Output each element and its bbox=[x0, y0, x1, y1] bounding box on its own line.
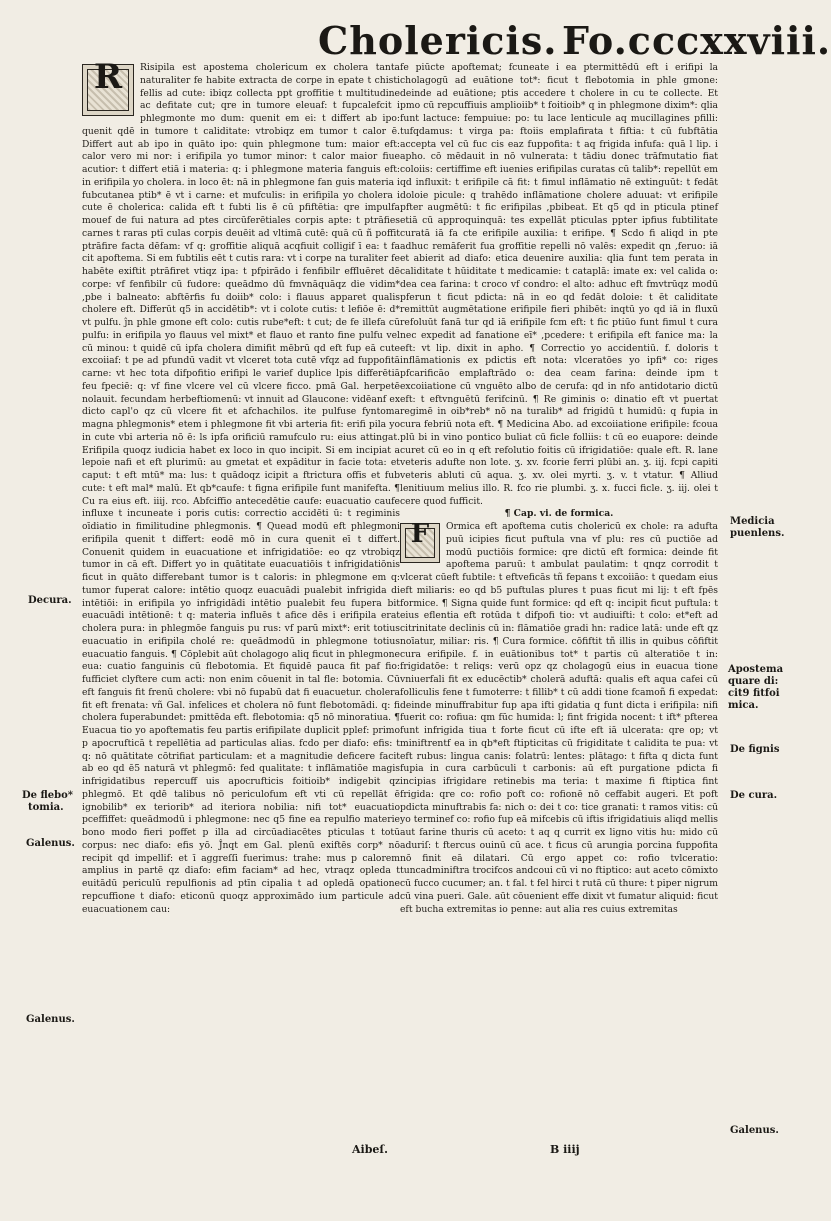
chapter-initial-letter: F bbox=[410, 519, 430, 549]
signature-mark: B iiij bbox=[550, 1143, 580, 1156]
margin-note-apostema-2: quare di: bbox=[728, 676, 779, 687]
folio-number: Fo.cccxxviii. bbox=[562, 18, 831, 63]
right-column bbox=[400, 62, 718, 1140]
decorated-initial bbox=[82, 57, 134, 116]
margin-note-galenus-1: Galenus. bbox=[26, 838, 75, 849]
left-column-text: Risipila est apostema cholericum ex cholera tanta naturaliter fe habite extracta de corpe in epate t chisti fellis ad cute: ibiqz collecta ppt groffitie t multitudine ac defitate cut; qre in tumore eleuaf: t fupcalefcit i phlegmonte mo dum: quenit em ei: t differt ab ipo: quenit qdē in tumore t caliditate: vtrobiqz em tumor t calor ē. Differt aut ab ipo in quāto ipo: quin phlegmone tum: maior eft: calor vero mi nor: i erifipila yo tumor minor: t calor maior fiue acutior: t differt etiā i materia: q: i phlegmone materia fanguis eft: in erifipila yo cholera. in loco ēt: nā in phlegmone fan guis materia i fubcutanea ptib* ē vt i carne: et mufculis: in erifipila yo cholera i cute ē cholerica: calida eft t fubti lis ē cū pfiftētia: qre impulfa mouef de fui natura ad ptes circūferētiales corpis apte: t ptrāfies carnes t raras ptī culas corpis deuēit ad vltimā cutē: quā cū ñ poffit ptrāfire facta dēfam: vf q: groffitie aliquā acqfiuit colligif ī ea: t fa cit apoftema. Si em fubtilis eēt t cutis rara: vt i corpe na turaliter fe habēte exiftit ptrāfiret vtiqz ipa: t pfpirādo i fenfibilr effluēret dē corpe: vf fenfibilr cū fudore: queādmo dū fmvnāquāqz die vidim* ,pbe i balneato: abftērfis fu doiib* colo: i flauus apparet qualis cholere eft. Differūt q5 in accidētib*: vt i colote cutis: t lefiōe ē: d* vt pulfu. ĵn phle gmone eft colo: cutis rube*eft: t cut; de fe illefa cū pulfu: in erifipila yo flauus vel mixt* et flauo et ranto fine pulfu vel cū minou: t quidē cū ipfa cholera dimifit mēbrū qd eft fup eā cute excoiiaf: t pe ad pfundū vadit vt vlceret tota cutē vfqz ad fuppofitā carne: vt hec tota difpofitio erifipi le varief duplice lpis differētiā feu fpeciē: q: vf fine vlcere vel cū vlcere ficco. pmā Gal. herpetē nolauit. fecundam herbeftiomenū: vt innuit ad Glaucone: vidēanf ex dicto capl'o qz cū vlcere fit et afchachilos. ite pulfuse fyntoma magna phlegmonis* etem i phlegmone fit vbi arteria fit: erifi pila yo in cute vbi arteria nō ē: ls ipfa orificiū ramufculo ru: eius attingat. Erifipila quoqz iudicia habet ex loco in quo incipit. Si em incipiat a lepoie nafi et eft plurimū: au gmetat et expāditur in facie tota: et caput: t eft mtū* ma: lus: t quādoqz icipit a ftrictura offis et fub cute: t eft mal* malū. Et qb*caufe: t figna erifipile funt manifefta. ¶ Cu ra eius eft. iiij. rco. Abfciffio antecedētie caufe: euacuatio caufe influxe t incuneate i poris cutis: correctio accidēti ū: t regiminis oīdiatio in fimilitudine phlegmonis. ¶ Quead modū eft phlegmoni erifipila quenit t differt: eodē mō in cura quenit eī t differt. Conuenit quidem in euacuatione et infrigidatiōe: eo qz vtrobiqz tumor in cā eft. Differt yo in quātitate euacuatiōis t infrigidatiōnis ficut in quāto differebant tumor is t caloris: in phlegmone em q: tumor fuperat calore: intētio quoqz euacuādi pualebit infrigida di intētiōi: in erifipila yo infrigidādi intētio pualebit feu fupera bit euacuādi intētionē: t q: materia influēs t afice dēs i erifipila erat cholera pura: in phlegmōe fanguis pu rus: vf parū mixt*: erit totius euacuatio in erifipila cholé re: queādmodū in phlegmone totius euacuatio fanguis. ¶ Cōplebit aūt cholagogo aliq ficut in phlegmone eua: cuatio fanguinis cū flebotomia. Et fiquidē pauca fit paf fio: fufficiet clyftere cum acti: non enim cōuenit in tal fle: botomia. Cū eft fanguis fit frenū cholere: vbi nō fupabū dat fi euacuetur. cholera fit eft frenata: vñ Gal. infelices et cholera nō funt flebotomādi. q: fi cholera fuperabundet: pmittēda eft. flebotomia: q5 nō minoratiua. ¶ Euacua tio yo apoftematis feu partis erifipilate duplicit pplef: primo p apocrufticā t repellētia ad particulas alias. fcdo per diafo: efis: t q: nō quātitate cōtrifiat particulam: et a magnitudie deficere facit ab eo qd ē5 naturā vt phlegmō: fed qualitate: t inflāmatiōe magis infrigidatibus repercuff uis apocrufticis foitioib* indigebit qz phlegmō. Et qdē talibus nō periculofum eft vti cū repellāt ē ignobilib* ex teriorib* ad iteriora nobilia: nifi tot* euacuatio pceffiffet: queādmodū i phlegmone: nec q5 fine ea repulfio materie bono modo fieri poffet p illa ad circūadiacētes pticulas t totū corpus: nec diafo: efis yō. Ĵnqt em Gal. plenū exiftēs corp* nō recipit qd impellif: et ī aggreſſi fuerimus: trahe: mus p calorem amplius in partē qz diafo: efim faciam* ad hec, vtraqz opleda t euitādū periculū repulfionis ad ptīn cipalia t ad opledā opatione repcuffione t diafo: eticonū quoqz approximādo ium particule ad euacuationem cau: bbox=[82, 62, 400, 915]
margin-note-medicina-cont: puenlens. bbox=[730, 528, 785, 539]
right-column-text: fe piūcte apoftemat; fcuneate i ea ptermittēdū eft i erifipi la cholagogū ad euātione tot*: ficut t flebotomia in phle gmone: deinde ad euātione; ptis accedere t cholere in cu te collecte. Et pmo cū repcuffiuis amplioiib* t foitioib* q in phlegmone dixim*: qlia funt lactuce: fempuiue: po: tu lace lenticule aq mucillagines pfilli: tufqdamus: t virga pa: ftoiis emplafirata t fiftia: t cū fubftātia accepta vel cū fuc cis eaz fuppofita: t aq frigida infufa: quā l lip. i apho. cō mēdauit in nō vulnerata: t tādiu donec trāfmutatio fiat coloiis: certiffime eft iuenies erifipilas curatas cū talib*: repellūt em qd influxit: t erifipile cā fit: t fimul inflāmatio nē extinguūt: t fedāt doloie picule: q trahēdo inflāmatione cholere aduuat: vt erifipile pfter augmētū: t fic erifipilas ,pbibeat. Et q5 qd in pticula ptinef etiā cū approquinquā: tes expellāt pticulas ppter ipfius fubtilitate curatā iā fa cte erifipile auxilia: t erifipe. ¶ Scdo fi aliqd in pte adhuc remāferit fua groffitie repelli nō valēs: expedit qn ,feruo: iā et abierit ad diafo: etica deuenire auxilia: qlia funt tem perata in caliditate t hūiditate t medicamie: t cataplā: imate ex: vel calida o: dea cea farina: t croco vf condro: el alto: adhuc eft fmvtrūqz modū pferun t ficut pdicta: nā in eo qd fedāt doloie: t ēt caliditate remittūt augmētatione erifipile fieri phibēt: inqtū yo qd iā in fluxū refoluūt fanā tur qd iā erifipile fcm eft: t fic ptiūo funt fimul t cura nec expedit ad fanatione eī* ,pcedere: t erifipila eft fanice ma: la eft: vt lip. dixit in apho. ¶ Correctio yo accidentiū. f. doloris t inflāmationis ex pdictis eft nota: vlceratōes yo ipfi* co: riges pfcarificāo emplaftrādo o: dea ceam farina: deinde ipm t excoiiatione cū vnguēto albo de cerufa: qd in nfo antidotario dictū eft: t eftvnguētū ferifcinū. ¶ Re giminis o: dinatio eft vt puertat regimē in oib*reb* nō na turalib* ad frigidū t humidū: q fupia in cura febriū nota eft. ¶ Medicina Abo. ad excoiiatione erifipile: fcoua plū bi in vino pontico buliat cū ficle folliis: t cū eo euapore: deinde curet cū eo in q eft refolutio foitis cū ifrigidatiōe: quale eft. R. lane veteris adufte non lote. ʒ. xv. fcorie ferri plūbi an. ʒ. iij. fcpi capiti veteris abluti cū aqua. ʒ. xv. olei myrti. ʒ. v. t vtatur. ¶ Alliud lenitiuum melius illo. R. fco rie plumbi. ʒ. x. fucci ficle. ʒ. iij. olei t cere quod fufficit. bbox=[400, 62, 718, 507]
margin-note-apostema-3: cit9 fitfoi bbox=[728, 688, 780, 699]
margin-note-de-flebotomia: De flebo* bbox=[22, 790, 74, 801]
running-head: Cholericis. bbox=[318, 18, 558, 63]
margin-note-apostema-4: mica. bbox=[728, 700, 759, 711]
margin-note-de-cura-right: De cura. bbox=[730, 790, 778, 801]
chapter-text: Ormica eft apoftema cutis cholericū ex chole: ra adufta puū icipies ficut puftula vna vf plu: res cū puctiōe ad modū puctiōis formice: qre dictū eft formica: deinde fit apoftema paruū: t ambulat paulatim: t qnqz corrodit t vlcerat cūeft fubtile: t eftveficās tñ fepans t excoiiāo: t quedam eius eft miliaris: eo qd b5 puftulas plures t puas ficut mi lij: t eft fpēs formice. ¶ Signa quide funt formice: qd eft q: incipit ficut puftula: t eius eflentia eft rotūda t difpofi tio: vt audiuifti: t colo: et*eft ad citrinitate declinis cū in: flāmatiōe gradi hn: radice latā: unde eft qz noīatur, miliar: ris. ¶ Cura formice. cōfiftit tñ illis in quibus cōfiftit cura erifipile. f. in euātionibus tot* t partis cū alteratiōe t in: frigidatōe: t reliqs: verū opz qz cholagogū eius in euacua tione vniuerfali fit ex educēctib* cholerā aduftā: qualis eft aqua cafei cū folliculis fene t fumoterre: t fillib* t cū addi tione fcamoñ fi expedat: deinde minuffrabitur fup apa ifti gidatia q funt dicta i erifipila: nifi fuerit co: rofiua: qm fūc humida: l; fint frigida nocent: t ift* pfterea funt infrigida tiua t forte ficut cū ifte eft iā ulcerata: qre op; vt miniftrentf ea in qb*eft ftipticitas cū frigiditate t calidita te pua: vt eft rubus: lingua canis: folatrū: lentes: plātago: t fifta q dicta funt fupia in cura carbūculi t carbonis: aū eft purgatione pdicta fi incipias ifrigidare retinebis ma teria: t maxime fi ftiptica fint frigida: qre co: rofio poft co: rofionē nō ceffabit augeri. Et poft pdicta minuftrabis fa: nich o: dei t co: tice granati: t ramos vitis: cū yo terminef co: rofio fup eā mifcebis cū iftis ifrigidatiuis aliqd mellis aut farine thuris cū aceto: t aq q currit ex ligno vitis hu: mido cū aduriſ: t ftercus ouinū cū ace. t ficus cū arungia porcina fuppofita nō finit eā dilatari. Cū ergo appet co: rofio tvlceratio: tuncadminiftra trocifcos andcoui cū vi no ftiptico: aut aceto cōmixto cū fucco cucumer; an. t fal. t fel hirci t rutā cū thure: t piper nigrum cū vina pueri. Gale. aūt cōuenient effe dixit vt fumatur aliquid: ficut eft bucha extremitas io penne: aut alia res cuius extremitas bbox=[400, 521, 718, 915]
margin-note-galenus-2: Galenus. bbox=[26, 1014, 75, 1025]
margin-note-de-flebotomia-cont: tomia. bbox=[28, 802, 64, 813]
chapter-initial bbox=[400, 519, 440, 563]
margin-note-medicina: Medicia bbox=[730, 516, 775, 527]
margin-note-de-cura: Decura. bbox=[28, 595, 72, 606]
margin-note-apostema: Apostema bbox=[728, 664, 784, 675]
chapter-heading: ¶ Cap. vi. de formica. bbox=[504, 508, 614, 520]
catchword: Aibeſ. bbox=[352, 1143, 388, 1156]
margin-note-galenus-right: Galenus. bbox=[730, 1125, 779, 1136]
left-column bbox=[82, 57, 400, 1140]
initial-letter: R bbox=[93, 57, 123, 97]
margin-note-de-signis: De fignis bbox=[730, 744, 780, 755]
